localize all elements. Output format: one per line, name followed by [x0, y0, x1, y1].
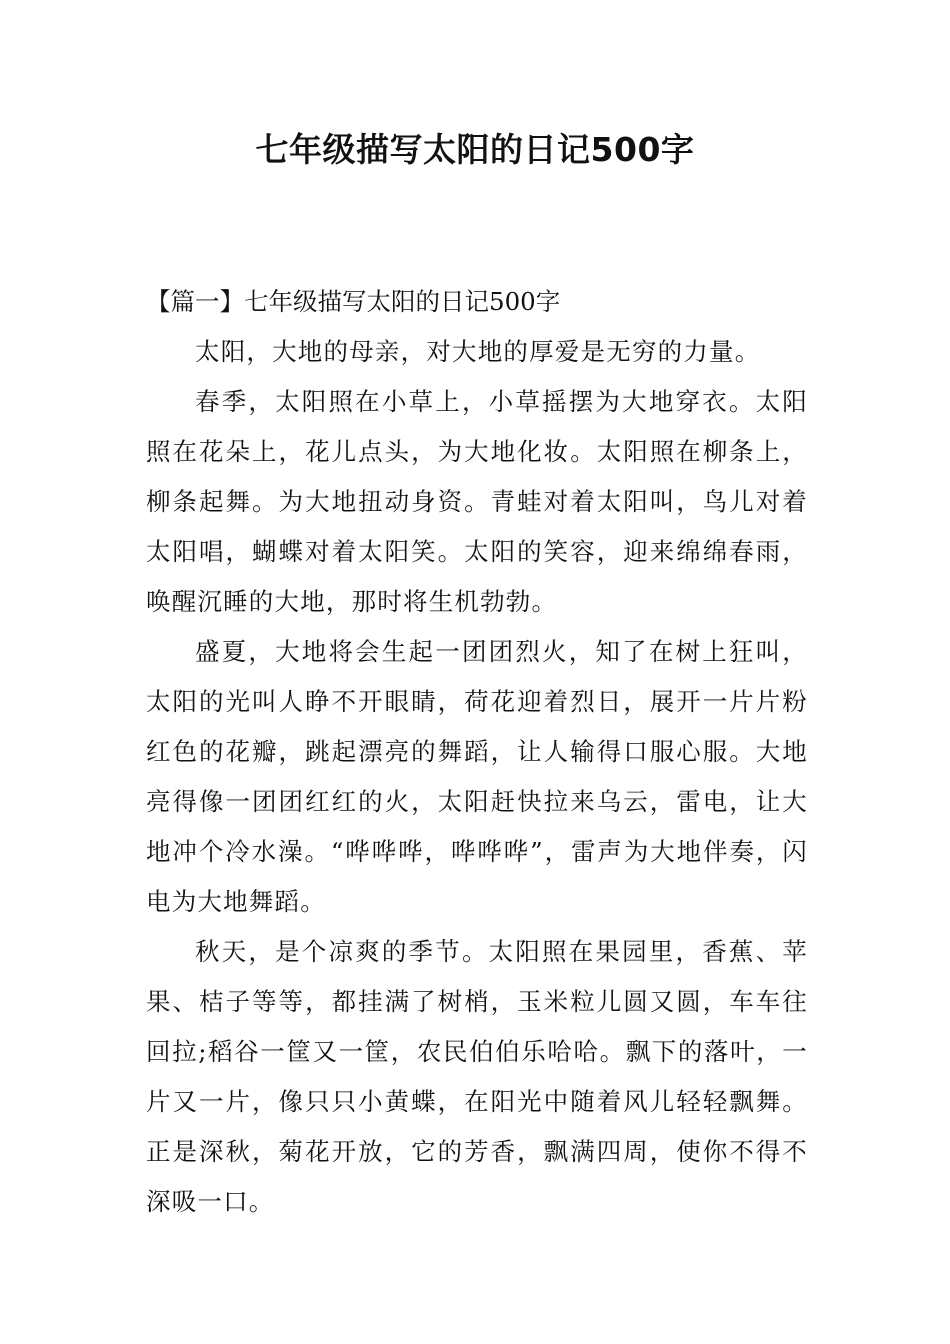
paragraph-autumn: 秋天，是个凉爽的季节。太阳照在果园里，香蕉、苹果、桔子等等，都挂满了树梢，玉米粒儿圆又圆，车车往回拉;稻谷一筐又一筐，农民伯伯乐哈哈。飘下的落叶，一片又一片，像只只小黄蝶，在阳光中随着风儿轻轻飘舞。正是深秋，菊花开放，它的芳香，飘满四周，使你不得不深吸一口。 — [146, 937, 808, 1216]
section-heading: 【篇一】七年级描写太阳的日记500字 — [146, 287, 561, 316]
document-title: 七年级描写太阳的日记500字 — [255, 130, 695, 169]
paragraph-summer: 盛夏，大地将会生起一团团烈火，知了在树上狂叫，太阳的光叫人睁不开眼睛，荷花迎着烈日，展开一片片粉红色的花瓣，跳起漂亮的舞蹈，让人输得口服心服。大地亮得像一团团红红的火，太阳赶快拉来乌云，雷电，让大地冲个冷水澡。“哗哗哗，哗哗哗”，雷声为大地伴奏，闪电为大地舞蹈。 — [146, 637, 808, 916]
paragraph-spring: 春季，太阳照在小草上，小草摇摆为大地穿衣。太阳照在花朵上，花儿点头，为大地化妆。太阳照在柳条上，柳条起舞。为大地扭动身资。青蛙对着太阳叫，鸟儿对着太阳唱，蝴蝶对着太阳笑。太阳的笑容，迎来绵绵春雨，唤醒沉睡的大地，那时将生机勃勃。 — [146, 387, 808, 616]
document-body — [146, 277, 808, 1227]
paragraph-intro: 太阳，大地的母亲，对大地的厚爱是无穷的力量。 — [195, 337, 761, 366]
